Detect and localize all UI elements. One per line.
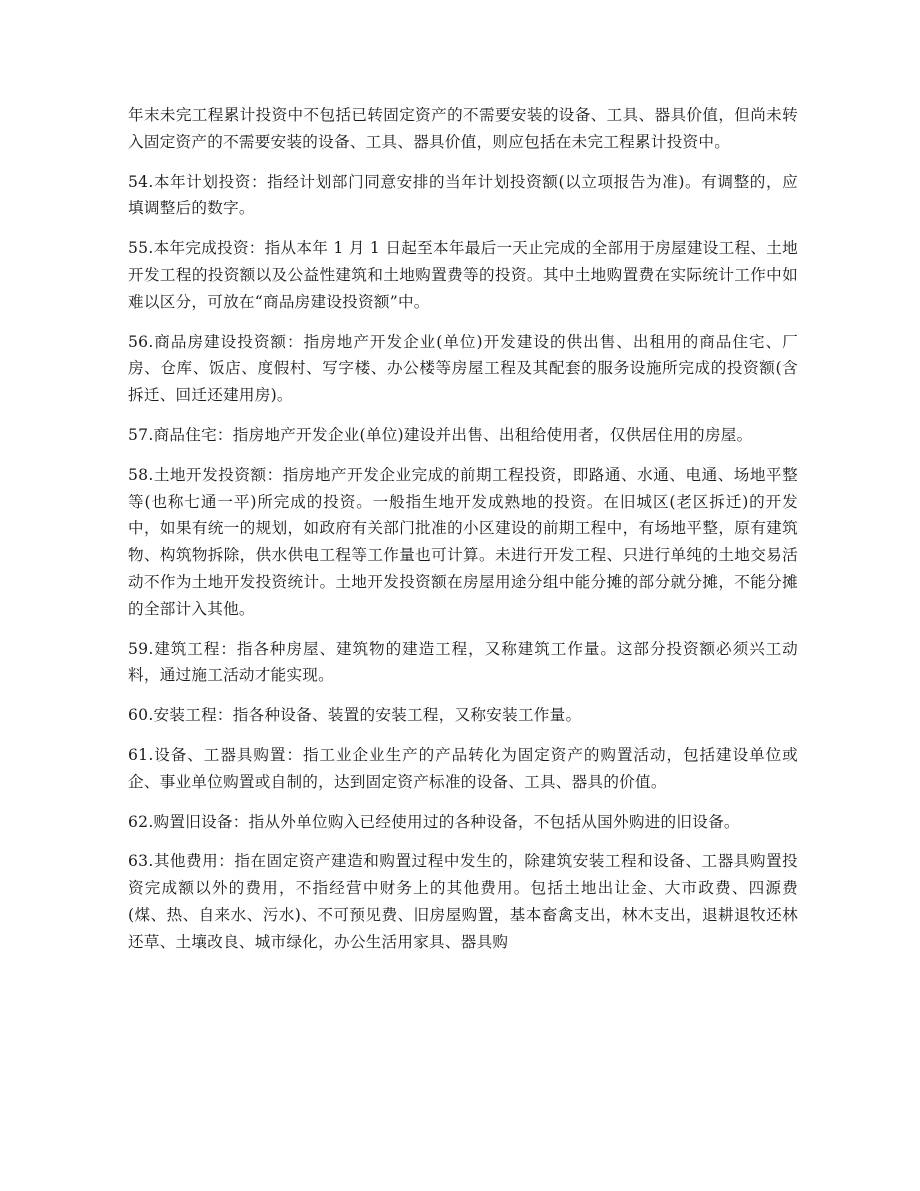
paragraph-56-commercial-housing-investment: 56.商品房建设投资额：指房地产开发企业(单位)开发建设的供出售、出租用的商品住宅、厂房、仓库、饭店、度假村、写字楼、办公楼等房屋工程及其配套的服务设施所完成的投资额(含拆迁、回迁还建用房)。 (128, 332, 798, 405)
paragraph-59-construction-works: 59.建筑工程：指各种房屋、建筑物的建造工程，又称建筑工作量。这部分投资额必须兴工动料，通过施工活动才能实现。 (128, 639, 798, 685)
paragraph-62-used-equipment-purchase: 62.购置旧设备：指从外单位购入已经使用过的各种设备，不包括从国外购进的旧设备。 (128, 812, 740, 831)
paragraph-continued: 年末未完工程累计投资中不包括已转固定资产的不需要安装的设备、工具、器具价值，但尚未转入固定资产的不需要安装的设备、工具、器具价值，则应包括在未完工程累计投资中。 (128, 106, 798, 151)
paragraph-57-commercial-residence: 57.商品住宅：指房地产开发企业(单位)建设并出售、出租给使用者，仅供居住用的房屋。 (128, 425, 753, 444)
document-body (128, 102, 798, 969)
paragraph-54-annual-planned-investment: 54.本年计划投资：指经计划部门同意安排的当年计划投资额(以立项报告为准)。有调整的，应填调整后的数字。 (128, 172, 798, 218)
paragraph-58-land-development-investment: 58.土地开发投资额：指房地产开发企业完成的前期工程投资，即路通、水通、电通、场地平整等(也称七通一平)所完成的投资。一般指生地开发成熟地的投资。在旧城区(老区拆迁)的开发中，如果有统一的规划，如政府有关部门批准的小区建设的前期工程中，有场地平整，原有建筑物、构筑物拆除，供水供电工程等工作量也可计算。未进行开发工程、只进行单纯的土地交易活动不作为土地开发投资统计。土地开发投资额在房屋用途分组中能分摊的部分就分摊，不能分摊的全部计入其他。 (128, 465, 798, 618)
paragraph-63-other-expenses: 63.其他费用：指在固定资产建造和购置过程中发生的，除建筑安装工程和设备、工器具购置投资完成额以外的费用，不指经营中财务上的其他费用。包括土地出让金、大市政费、四源费(煤、热、自来水、污水)、不可预见费、旧房屋购置，基本畜禽支出，林木支出，退耕退牧还林还草、土壤改良、城市绿化，办公生活用家具、器具购 (128, 852, 798, 951)
paragraph-61-equipment-purchase: 61.设备、工器具购置：指工业企业生产的产品转化为固定资产的购置活动，包括建设单位或企、事业单位购置或自制的，达到固定资产标准的设备、工具、器具的价值。 (128, 745, 798, 791)
paragraph-60-installation-works: 60.安装工程：指各种设备、装置的安装工程，又称安装工作量。 (128, 706, 582, 725)
paragraph-55-annual-completed-investment: 55.本年完成投资：指从本年 1 月 1 日起至本年最后一天止完成的全部用于房屋建设工程、土地开发工程的投资额以及公益性建筑和土地购置费等的投资。其中土地购置费在实际统计工作中如难以区分，可放在“商品房建设投资额”中。 (128, 239, 798, 311)
